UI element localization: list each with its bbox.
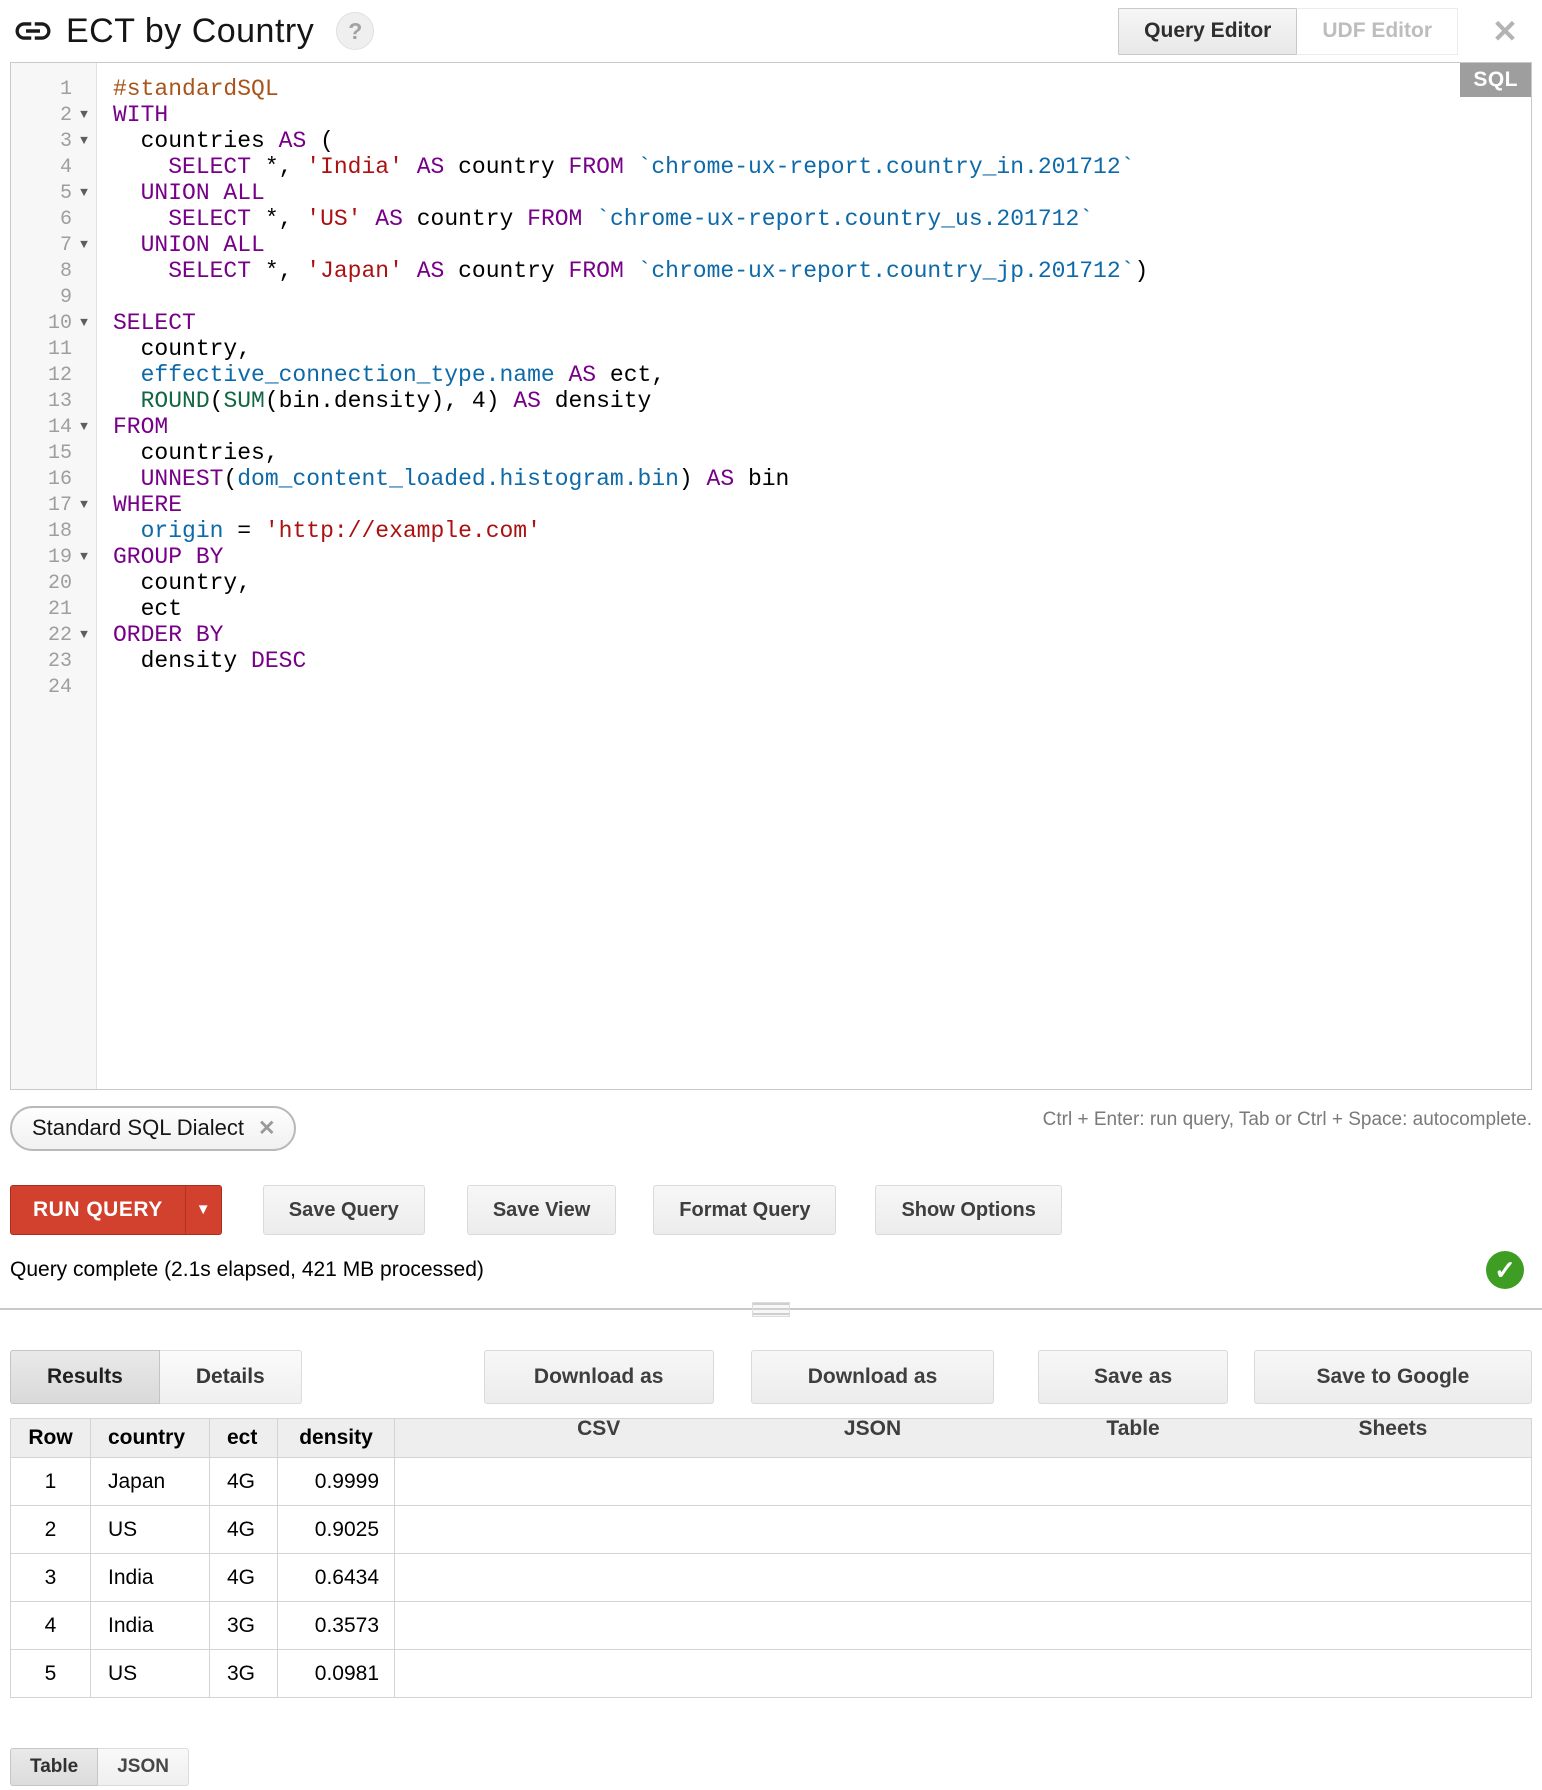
code-line[interactable] [113, 648, 1531, 674]
editor-gutter [11, 63, 97, 1089]
code-token-kw: AS [513, 388, 541, 414]
fold-spacer [72, 596, 96, 622]
editor-mode-tabs [1118, 8, 1458, 55]
code-token-ref: effective_connection_type.name [140, 362, 555, 388]
gutter-line [11, 336, 96, 362]
line-number: 16 [47, 467, 72, 491]
code-token-str: 'US' [306, 206, 362, 232]
data-cell: Japan [91, 1458, 210, 1506]
fold-arrow-icon[interactable]: ▼ [80, 419, 88, 434]
line-number: 7 [59, 233, 72, 257]
code-line[interactable] [113, 76, 1531, 102]
data-cell: 4G [210, 1554, 278, 1602]
fold-arrow-icon[interactable]: ▼ [80, 497, 88, 512]
data-cell: 3G [210, 1650, 278, 1698]
code-token-pl: country, [113, 336, 252, 362]
fold-spacer [72, 648, 96, 674]
editor-code[interactable] [97, 63, 1531, 1089]
header [0, 0, 1542, 62]
tab-results[interactable]: Results [10, 1350, 160, 1404]
code-token-pl: ect [113, 596, 183, 622]
filler-cell [395, 1554, 1532, 1602]
code-line[interactable] [113, 258, 1531, 284]
gutter-line [11, 570, 96, 596]
gutter-line [11, 440, 96, 466]
line-number: 15 [47, 441, 72, 465]
fold-spacer [72, 76, 96, 102]
help-icon[interactable]: ? [336, 12, 374, 50]
gutter-line [11, 102, 96, 128]
code-line[interactable] [113, 570, 1531, 596]
code-token-pl: ( [209, 388, 224, 414]
gutter-line [11, 154, 96, 180]
gutter-line [11, 232, 96, 258]
row-number-cell: 1 [11, 1458, 91, 1506]
code-token-pl [113, 388, 141, 414]
data-cell: 0.9999 [278, 1458, 395, 1506]
row-number-cell: 3 [11, 1554, 91, 1602]
code-token-pl [624, 154, 638, 180]
line-number: 2 [59, 103, 72, 127]
fold-arrow-icon[interactable]: ▼ [80, 627, 88, 642]
code-token-kw: UNION ALL [140, 232, 265, 258]
code-token-pl [624, 258, 638, 284]
query-status-bar [10, 1250, 1532, 1290]
code-line[interactable] [113, 414, 1531, 440]
run-query-label: RUN QUERY [33, 1198, 163, 1221]
data-cell: India [91, 1554, 210, 1602]
table-row[interactable] [11, 1458, 1532, 1506]
code-token-kw: FROM [568, 154, 624, 180]
fold-spacer [72, 284, 96, 310]
code-token-ref: `chrome-ux-report.country_us.201712` [596, 206, 1094, 232]
code-line[interactable] [113, 284, 1531, 310]
code-token-pl [361, 206, 375, 232]
editor-footer [10, 1106, 1532, 1151]
gutter-line [11, 128, 96, 154]
code-token-pl [113, 180, 141, 206]
line-number: 6 [59, 207, 72, 231]
gutter-line [11, 622, 96, 648]
code-token-pl: = [223, 518, 265, 544]
link-icon[interactable] [12, 10, 54, 52]
code-token-pl [113, 518, 141, 544]
fold-spacer [72, 154, 96, 180]
show-options-button[interactable]: Show Options [875, 1185, 1061, 1235]
code-token-pl [403, 258, 417, 284]
fold-arrow-icon[interactable]: ▼ [80, 237, 88, 252]
code-token-pl [113, 154, 168, 180]
save-view-button[interactable]: Save View [467, 1185, 616, 1235]
run-query-button[interactable] [10, 1185, 222, 1235]
download-csv-button[interactable]: Download as CSV [484, 1350, 714, 1404]
table-row[interactable] [11, 1506, 1532, 1554]
fold-spacer [72, 518, 96, 544]
fold-arrow-icon[interactable]: ▼ [80, 549, 88, 564]
line-number: 5 [59, 181, 72, 205]
row-number-cell: 5 [11, 1650, 91, 1698]
code-token-pl [113, 466, 141, 492]
code-token-pl: ect, [596, 362, 666, 388]
line-number: 21 [47, 597, 72, 621]
filler-cell [395, 1506, 1532, 1554]
gutter-line [11, 206, 96, 232]
code-token-pl: ( [306, 128, 334, 154]
code-token-pl: country [444, 154, 569, 180]
query-status-text: Query complete (2.1s elapsed, 421 MB processed) [10, 1258, 484, 1281]
code-token-kw: DESC [251, 648, 307, 674]
code-line[interactable] [113, 206, 1531, 232]
code-token-pl [113, 258, 168, 284]
drag-handle[interactable] [752, 1302, 790, 1317]
view-toggle-table[interactable]: Table [10, 1748, 98, 1786]
query-actions [10, 1185, 1532, 1235]
data-cell: 0.0981 [278, 1650, 395, 1698]
data-cell: 3G [210, 1602, 278, 1650]
code-token-kw: AS [416, 154, 445, 180]
code-line[interactable] [113, 440, 1531, 466]
sql-editor[interactable] [10, 62, 1532, 1090]
code-token-pl: country [444, 258, 569, 284]
line-number: 23 [47, 649, 72, 673]
code-token-kw: SELECT [113, 310, 196, 336]
gutter-line [11, 648, 96, 674]
fold-arrow-icon[interactable]: ▼ [80, 133, 88, 148]
line-number: 18 [47, 519, 72, 543]
gutter-line [11, 596, 96, 622]
pane-divider [0, 1308, 1542, 1310]
code-token-ref: dom_content_loaded.histogram.bin [237, 466, 679, 492]
save-query-button[interactable]: Save Query [263, 1185, 425, 1235]
gutter-line [11, 414, 96, 440]
code-line[interactable] [113, 336, 1531, 362]
data-cell: 0.9025 [278, 1506, 395, 1554]
results-tabs [10, 1350, 302, 1404]
code-token-fn: ROUND [140, 388, 210, 414]
line-number: 20 [47, 571, 72, 595]
code-token-kw: AS [416, 258, 445, 284]
code-token-kw: WHERE [113, 492, 183, 518]
gutter-line [11, 492, 96, 518]
line-number: 11 [47, 337, 72, 361]
gutter-line [11, 310, 96, 336]
code-token-pl: country [402, 206, 528, 232]
line-number: 17 [47, 493, 72, 517]
page-title: ECT by Country [66, 11, 315, 50]
data-cell: 4G [210, 1458, 278, 1506]
download-json-button[interactable]: Download as JSON [751, 1350, 995, 1404]
code-token-pl [113, 206, 168, 232]
code-token-str: 'http://example.com' [264, 518, 541, 544]
gutter-line [11, 258, 96, 284]
line-number: 9 [59, 285, 72, 309]
code-token-pl: country, [113, 570, 252, 596]
code-token-str: 'India' [306, 154, 403, 180]
code-token-ref: origin [140, 518, 224, 544]
code-token-comment: #standardSQL [113, 76, 279, 102]
code-token-pl: density [540, 388, 652, 414]
close-icon[interactable]: ✕ [1492, 13, 1518, 49]
code-token-kw: AS [375, 206, 403, 232]
code-line[interactable] [113, 154, 1531, 180]
gutter-line [11, 284, 96, 310]
code-line[interactable] [113, 102, 1531, 128]
tab-details[interactable]: Details [160, 1350, 302, 1404]
line-number: 13 [47, 389, 72, 413]
code-token-ref: `chrome-ux-report.country_in.201712` [637, 154, 1135, 180]
code-line[interactable] [113, 362, 1531, 388]
fold-arrow-icon[interactable]: ▼ [80, 315, 88, 330]
view-toggle-json[interactable]: JSON [98, 1748, 189, 1786]
code-line[interactable] [113, 466, 1531, 492]
fold-spacer [72, 674, 96, 700]
results-table-body [11, 1458, 1532, 1698]
fold-spacer [72, 336, 96, 362]
gutter-line [11, 466, 96, 492]
code-token-kw: UNION ALL [140, 180, 265, 206]
column-header-ect: ect [210, 1419, 278, 1458]
line-number: 19 [47, 545, 72, 569]
table-row[interactable] [11, 1602, 1532, 1650]
code-token-pl: bin [734, 466, 790, 492]
code-token-kw: UNNEST [140, 466, 224, 492]
code-token-pl: countries, [113, 440, 279, 466]
view-toggle [10, 1748, 189, 1786]
tab-query-editor[interactable]: Query Editor [1118, 8, 1297, 55]
code-line[interactable] [113, 674, 1531, 700]
code-token-pl: countries [113, 128, 279, 154]
gutter-line [11, 180, 96, 206]
format-query-button[interactable]: Format Query [653, 1185, 836, 1235]
gutter-line [11, 544, 96, 570]
results-table-head [11, 1419, 1532, 1458]
fold-spacer [72, 258, 96, 284]
code-token-pl: ( [223, 466, 238, 492]
fold-spacer [72, 362, 96, 388]
code-token-ref: `chrome-ux-report.country_jp.201712` [637, 258, 1135, 284]
fold-spacer [72, 570, 96, 596]
data-cell: India [91, 1602, 210, 1650]
fold-arrow-icon[interactable]: ▼ [80, 107, 88, 122]
code-token-kw: AS [706, 466, 735, 492]
fold-spacer [72, 388, 96, 414]
code-token-str: 'Japan' [306, 258, 403, 284]
line-number: 1 [59, 77, 72, 101]
fold-spacer [72, 466, 96, 492]
line-number: 24 [47, 675, 72, 699]
code-token-kw: ORDER BY [113, 622, 224, 648]
line-number: 14 [47, 415, 72, 439]
code-line[interactable] [113, 128, 1531, 154]
code-token-pl: *, [251, 154, 307, 180]
gutter-line [11, 674, 96, 700]
success-check-icon: ✓ [1486, 1251, 1524, 1289]
code-token-kw: WITH [113, 102, 169, 128]
row-number-cell: 2 [11, 1506, 91, 1554]
data-cell: 0.6434 [278, 1554, 395, 1602]
code-token-pl: *, [251, 258, 307, 284]
code-token-pl: density [113, 648, 252, 674]
fold-spacer [72, 206, 96, 232]
code-token-kw: AS [278, 128, 307, 154]
gutter-line [11, 388, 96, 414]
shortcut-hint: Ctrl + Enter: run query, Tab or Ctrl + Space: autocomplete. [1042, 1109, 1532, 1130]
column-header-Row: Row [11, 1419, 91, 1458]
line-number: 22 [47, 623, 72, 647]
code-token-kw: SELECT [168, 154, 252, 180]
filler-cell [395, 1650, 1532, 1698]
code-token-kw: SELECT [168, 206, 252, 232]
gutter-line [11, 362, 96, 388]
code-token-kw: FROM [113, 414, 169, 440]
filler-cell [395, 1458, 1532, 1506]
dialect-chip[interactable] [10, 1106, 296, 1151]
table-row[interactable] [11, 1650, 1532, 1698]
code-token-pl: ) [678, 466, 707, 492]
code-line[interactable] [113, 492, 1531, 518]
gutter-line [11, 76, 96, 102]
line-number: 4 [59, 155, 72, 179]
save-to-sheets-button[interactable]: Save to Google Sheets [1254, 1350, 1532, 1404]
column-header-density: density [278, 1419, 395, 1458]
column-header-country: country [91, 1419, 210, 1458]
code-line[interactable] [113, 388, 1531, 414]
data-cell: 4G [210, 1506, 278, 1554]
code-token-pl [555, 362, 569, 388]
row-number-cell: 4 [11, 1602, 91, 1650]
dialect-chip-label: Standard SQL Dialect [32, 1115, 244, 1140]
fold-spacer [72, 440, 96, 466]
code-line[interactable] [113, 622, 1531, 648]
code-token-kw: FROM [527, 206, 583, 232]
code-token-pl [403, 154, 417, 180]
gutter-line [11, 518, 96, 544]
code-token-pl: ) [1134, 258, 1149, 284]
data-cell: US [91, 1650, 210, 1698]
code-token-kw: SELECT [168, 258, 252, 284]
code-line[interactable] [113, 310, 1531, 336]
run-options-caret-icon[interactable]: ▼ [185, 1186, 221, 1234]
code-token-kw: GROUP BY [113, 544, 224, 570]
tab-udf-editor[interactable]: UDF Editor [1297, 8, 1458, 55]
code-line[interactable] [113, 544, 1531, 570]
code-token-pl [113, 362, 141, 388]
save-as-table-button[interactable]: Save as Table [1038, 1350, 1227, 1404]
results-table [10, 1418, 1532, 1698]
code-token-pl [582, 206, 596, 232]
line-number: 10 [47, 311, 72, 335]
code-token-pl [113, 232, 141, 258]
code-token-kw: FROM [568, 258, 624, 284]
chip-close-icon[interactable]: ✕ [257, 1116, 276, 1140]
filler-cell [395, 1602, 1532, 1650]
code-line[interactable] [113, 180, 1531, 206]
code-token-pl: (bin.density), 4) [264, 388, 514, 414]
data-cell: 0.3573 [278, 1602, 395, 1650]
line-number: 8 [59, 259, 72, 283]
code-line[interactable] [113, 518, 1531, 544]
code-token-kw: AS [568, 362, 597, 388]
fold-arrow-icon[interactable]: ▼ [80, 185, 88, 200]
table-row[interactable] [11, 1554, 1532, 1602]
sql-badge: SQL [1460, 63, 1531, 97]
line-number: 3 [59, 129, 72, 153]
data-cell: US [91, 1506, 210, 1554]
table-header-row [11, 1419, 1532, 1458]
line-number: 12 [47, 363, 72, 387]
code-line[interactable] [113, 232, 1531, 258]
code-line[interactable] [113, 596, 1531, 622]
code-token-pl: *, [251, 206, 307, 232]
code-token-fn: SUM [223, 388, 265, 414]
